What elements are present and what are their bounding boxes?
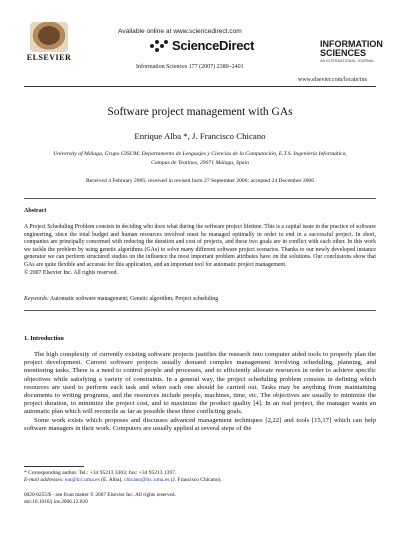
email-owner-alba: (E. Alba), [101,477,123,483]
paper-authors: Enrique Alba *, J. Francisco Chicano [134,131,266,141]
footnote-email-label: E-mail addresses: [24,477,64,483]
paper-title: Software project management with GAs [107,106,293,118]
keywords [24,296,376,302]
footnote-corresponding: Corresponding author. Tel.: +34 95213 3303; fax: +34 95213 1397. [28,470,177,476]
journal-title-line2: SCIENCES [320,48,367,58]
abstract-bottom-divider [24,310,376,311]
abstract-text: A Project Scheduling Problem consists in deciding who does what during the software project lifetime. This is a capital issue in the practice of software engineering, since the total budget and human resources involved must be managed optimally in order to end in a successful project. In short, companies are principally concerned with reducing the duration and cost of projects, and these two goals are in conflict with each other. In this work we tackle the problem by using genetic algorithms (GAs) to solve many different software project scenarios. Thanks to our newly developed instance generator we can perform structured studies on the influence the most important problem attributes have on the solutions. Our conclusions show that GAs are quite flexible and accurate for this application, and an important tool for automatic project management. [24,224,376,268]
abstract-top-divider [24,198,376,199]
footnote-marker: * [24,470,27,476]
journal-url[interactable]: www.elsevier.com/locate/ins [298,77,367,83]
journal-citation: Information Sciences 177 (2007) 2380–2401 [136,64,244,70]
available-online-text: Available online at www.sciencedirect.com [118,28,242,35]
introduction-paragraph-1: The high complexity of currently existing software projects justifies the research into computer aided tools to properly plan the project development. Current software projects usually demand complex management involving scheduling, planning, and monitoring tasks. There is a need to control people and processes, and to efficiently allocate resources in order to achieve specific objectives while satisfying a variety of constraints. In a general way, the project scheduling problem consists in defining which resources are used to perform each task and when each one should be carried out. Tasks may be anything from maintaining documents to writing programs, and the resources include people, machines, time, etc. The objectives are usually to minimize the project duration, to minimize the project cost, and to maximize the product quality [4]. In an real project, the manager wants an automatic plan which will reconcile as far as possible these three conflicting goals. [24,351,376,416]
journal-subtitle: AN INTERNATIONAL JOURNAL [320,59,375,63]
affiliation-line2: Campus de Teatinos, 29071 Málaga, Spain [151,159,249,166]
keywords-text: Automatic software management; Genetic algorithm; Project scheduling [50,296,219,302]
introduction-body [24,351,376,433]
issn-line: 0020-0255/$ - see front matter © 2007 Elsevier Inc. All rights reserved. [24,492,176,498]
footnote-divider [24,466,84,467]
corresponding-author-footnote [24,466,376,484]
abstract-body [24,224,376,277]
journal-title-line1: INFORMATION [320,39,383,49]
author-affiliation [40,150,360,167]
sciencedirect-logo [150,38,254,53]
doi-line[interactable]: doi:10.1016/j.ins.2006.12.020 [24,499,88,505]
publisher-name: ELSEVIER [26,53,72,62]
email-owner-chicano: (J. Francisco Chicano). [170,477,222,483]
email-link-chicano[interactable]: chicano@lcc.uma.es [124,477,170,483]
abstract-copyright: © 2007 Elsevier Inc. All rights reserved. [24,269,118,276]
header-divider [24,86,376,87]
keywords-label: Keywords: [24,296,49,302]
elsevier-tree-logo [30,22,68,52]
abstract-heading: Abstract [24,208,47,214]
introduction-paragraph-2: Some work exists which proposes and discusses advanced management techniques [2,22] and tools [15,17] which can help software managers in their work. Computers are usually applied at several steps of the [24,416,376,432]
email-link-alba[interactable]: eat@lcc.uma.es [65,477,100,483]
sciencedirect-wordmark: ScienceDirect [172,38,255,53]
publication-footer [24,492,376,506]
journal-title [320,40,390,58]
affiliation-line1: University of Málaga, Grupo GISUM, Departamento de Lenguajes y Ciencias de la Computación, E.T.S. Ingeniería Informática, [53,151,347,157]
submission-dates: Received 4 February 2005; received in revised form 27 September 2006; accepted 24 December 2006 [85,178,315,184]
sciencedirect-dots-icon [150,39,168,53]
section-heading-introduction: 1. Introduction [24,335,64,342]
